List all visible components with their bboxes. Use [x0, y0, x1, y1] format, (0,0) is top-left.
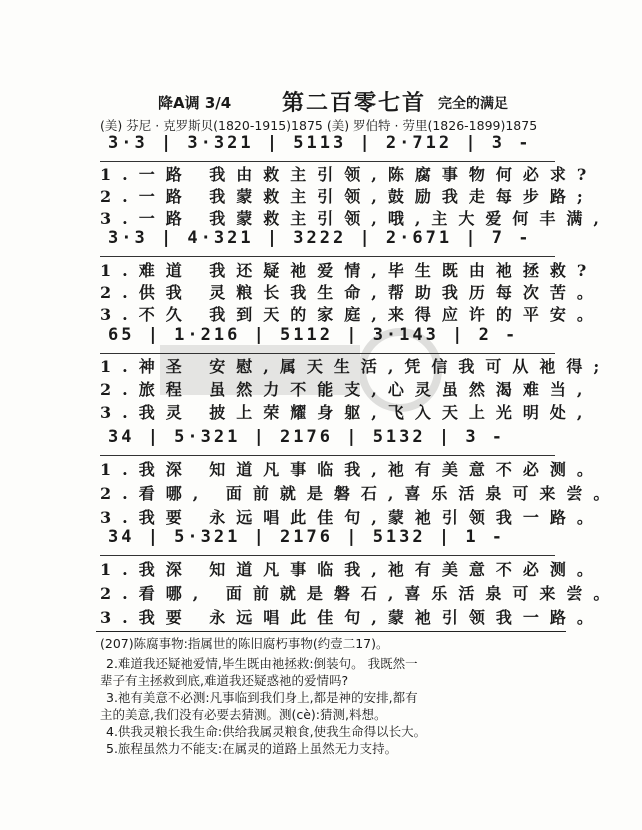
lyric-verse-1: 1.我深 知道凡事临我,祂有美意不必测。 — [100, 460, 604, 479]
lyric-verse-3: 3.我要 永远唱此佳句,蒙祂引领我一路。 — [100, 508, 604, 527]
music-line — [100, 133, 555, 162]
lyric-verse-3: 3.我要 永远唱此佳句,蒙祂引领我一路。 — [100, 608, 604, 627]
key-signature: 降A调 3/4 — [158, 94, 232, 112]
footnote: 4.供我灵粮长我生命:供给我属灵粮食,使我生命得以长大。 — [106, 724, 427, 739]
credits: (美) 芬尼 · 克罗斯贝(1820-1915)1875 (美) 罗伯特 · 劳里(1826-1899)1875 — [100, 118, 538, 133]
footnote: (207)陈腐事物:指属世的陈旧腐朽事物(约壹二17)。 — [100, 636, 389, 651]
notes-divider — [96, 631, 566, 632]
lyric-verse-3: 3.一路 我蒙救主引领,哦,主大爱何丰满, — [100, 209, 610, 228]
lyric-verse-1: 1.难道 我还疑祂爱情,毕生既由祂拯救? — [100, 261, 598, 280]
music-line — [100, 228, 555, 257]
hymn-title: 第二百零七首 — [282, 91, 427, 116]
lyric-verse-2: 2.看哪, 面前就是磐石,喜乐活泉可来尝。 — [100, 584, 621, 603]
lyric-verse-2: 2.看哪, 面前就是磐石,喜乐活泉可来尝。 — [100, 484, 621, 503]
lyric-verse-2: 2.供我 灵粮长我生命,帮助我历每次苦。 — [100, 283, 604, 302]
music-line — [100, 325, 555, 354]
footnote: 主的美意,我们没有必要去猜测。测(cè):猜测,料想。 — [100, 707, 387, 722]
lyric-verse-3: 3.不久 我到天的家庭,来得应许的平安。 — [100, 305, 604, 324]
notation: 34 | 5·321 | 2176 | 5132 | 3 - — [108, 427, 506, 447]
lyric-verse-1: 1.一路 我由救主引领,陈腐事物何必求? — [100, 165, 598, 184]
notation: 65 | 1·216 | 5112 | 3·143 | 2 - — [108, 325, 519, 345]
notation: 3·3 | 3·321 | 5113 | 2·712 | 3 - — [108, 133, 532, 153]
music-line — [100, 527, 555, 556]
lyric-verse-2: 2.一路 我蒙救主引领,鼓励我走每步路; — [100, 187, 594, 206]
lyric-verse-1: 1.我深 知道凡事临我,祂有美意不必测。 — [100, 560, 604, 579]
lyric-verse-2: 2.旅程 虽然力不能支,心灵虽然渴难当, — [100, 380, 594, 399]
footnote: 辈子有主拯救到底,难道我还疑惑祂的爱情吗? — [100, 673, 349, 688]
footnote: 3.祂有美意不必测:凡事临到我们身上,都是神的安排,都有 — [106, 690, 418, 705]
footnote: 5.旅程虽然力不能支:在属灵的道路上虽然无力支持。 — [106, 741, 398, 756]
notation: 34 | 5·321 | 2176 | 5132 | 1 - — [108, 527, 506, 547]
music-line — [100, 427, 555, 456]
hymn-subtitle: 完全的满足 — [438, 96, 508, 112]
footnote: 2.难道我还疑祂爱情,毕生既由祂拯救:倒装句。 我既然一 — [106, 656, 418, 671]
notation: 3·3 | 4·321 | 3222 | 2·671 | 7 - — [108, 228, 532, 248]
lyric-verse-1: 1.神圣 安慰,属天生活,凭信我可从祂得; — [100, 357, 611, 376]
lyric-verse-3: 3.我灵 披上荣耀身躯,飞入天上光明处, — [100, 403, 594, 422]
